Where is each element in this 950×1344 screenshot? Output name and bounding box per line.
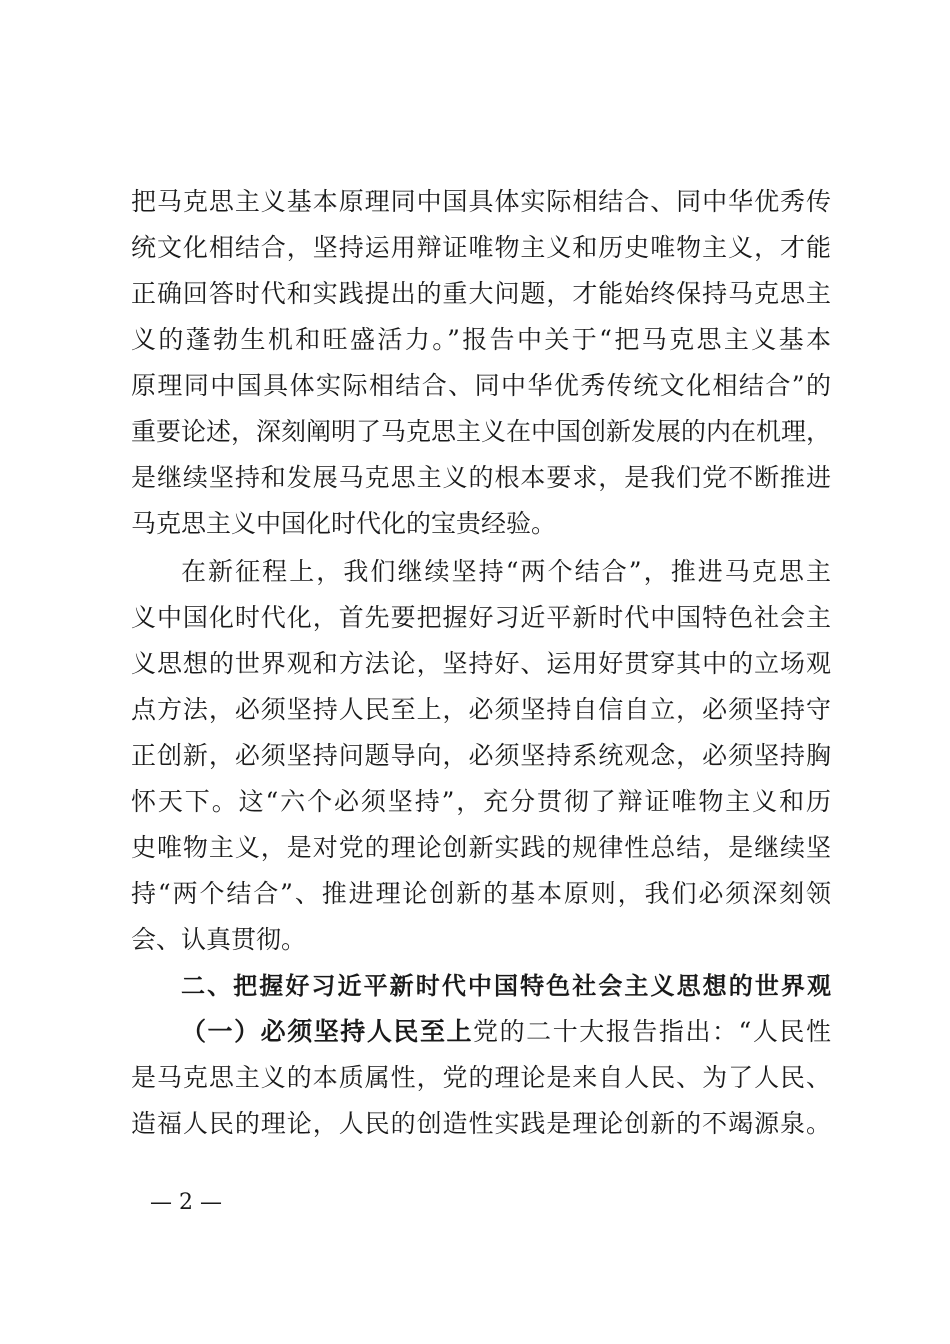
paragraph-2-line-8: 持“两个结合”、推进理论创新的基本原则，我们必须深刻领 bbox=[131, 879, 831, 908]
paragraph-1-line-6: 重要论述，深刻阐明了马克思主义在中国创新发展的内在机理， bbox=[131, 417, 832, 446]
paragraph-2-line-7: 史唯物主义，是对党的理论创新实践的规律性总结，是继续坚 bbox=[131, 833, 831, 862]
page-number: — 2 — bbox=[150, 1190, 222, 1215]
paragraph-1-line-3: 正确回答时代和实践提出的重大问题，才能始终保持马克思主 bbox=[131, 279, 831, 308]
paragraph-1-line-4: 义的蓬勃生机和旺盛活力。”报告中关于“把马克思主义基本 bbox=[131, 325, 831, 354]
paragraph-2-line-9: 会、认真贯彻。 bbox=[131, 925, 307, 954]
subsection-line-2: 是马克思主义的本质属性，党的理论是来自人民、为了人民、 bbox=[131, 1063, 831, 1092]
paragraph-1-line-2: 统文化相结合，坚持运用辩证唯物主义和历史唯物主义，才能 bbox=[131, 233, 831, 262]
paragraph-1-line-5: 原理同中国具体实际相结合、同中华优秀传统文化相结合”的 bbox=[131, 371, 831, 400]
section-heading: 二、把握好习近平新时代中国特色社会主义思想的世界观 bbox=[181, 972, 831, 1000]
paragraph-2-line-5: 正创新，必须坚持问题导向，必须坚持系统观念，必须坚持胸 bbox=[131, 741, 831, 770]
subsection-line-3: 造福人民的理论，人民的创造性实践是理论创新的不竭源泉。 bbox=[131, 1109, 831, 1138]
paragraph-1-line-8: 马克思主义中国化时代化的宝贵经验。 bbox=[131, 509, 557, 538]
paragraph-2-line-4: 点方法，必须坚持人民至上，必须坚持自信自立，必须坚持守 bbox=[131, 695, 831, 724]
paragraph-1-line-7: 是继续坚持和发展马克思主义的根本要求，是我们党不断推进 bbox=[131, 463, 831, 492]
subsection-title: （一）必须坚持人民至上 bbox=[181, 1017, 474, 1046]
subsection-first-line bbox=[181, 1014, 831, 1050]
paragraph-2-line-3: 义思想的世界观和方法论，坚持好、运用好贯穿其中的立场观 bbox=[131, 649, 831, 678]
paragraph-1-line-1: 把马克思主义基本原理同中国具体实际相结合、同中华优秀传 bbox=[131, 187, 831, 216]
paragraph-2-line-1: 在新征程上，我们继续坚持“两个结合”，推进马克思主 bbox=[181, 557, 831, 586]
paragraph-2-line-2: 义中国化时代化，首先要把握好习近平新时代中国特色社会主 bbox=[131, 603, 831, 632]
paragraph-2-line-6: 怀天下。这“六个必须坚持”，充分贯彻了辩证唯物主义和历 bbox=[131, 787, 831, 816]
subsection-first-line-text: 党的二十大报告指出：“人民性 bbox=[473, 1017, 831, 1046]
